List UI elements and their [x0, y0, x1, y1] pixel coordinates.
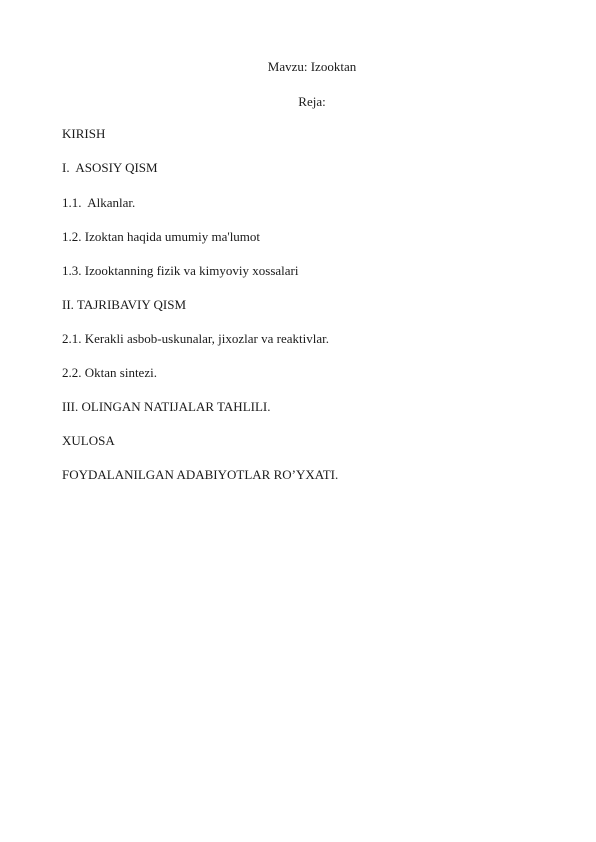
page-title: Mavzu: Izooktan: [267, 59, 357, 74]
plan-heading: Reja:: [298, 94, 326, 109]
outline-item-2-1: 2.1. Kerakli asbob-uskunalar, jixozlar va reaktivlar.: [62, 331, 329, 346]
outline-item-experimental-part: II. TAJRIBAVIY QISM: [62, 297, 187, 312]
outline-item-introduction: KIRISH: [62, 126, 106, 141]
outline-item-main-part: I. ASOSIY QISM: [62, 160, 158, 175]
outline-item-1-1: 1.1. Alkanlar.: [62, 195, 136, 210]
outline-item-references: FOYDALANILGAN ADABIYOTLAR RO’YXATI.: [62, 467, 339, 482]
outline-item-1-2: 1.2. Izoktan haqida umumiy ma'lumot: [62, 229, 261, 244]
outline-item-1-3: 1.3. Izooktanning fizik va kimyoviy xossalari: [62, 263, 299, 278]
outline-item-results-analysis: III. OLINGAN NATIJALAR TAHLILI.: [62, 399, 271, 414]
outline-item-conclusion: XULOSA: [62, 433, 115, 448]
outline-item-2-2: 2.2. Oktan sintezi.: [62, 365, 157, 380]
